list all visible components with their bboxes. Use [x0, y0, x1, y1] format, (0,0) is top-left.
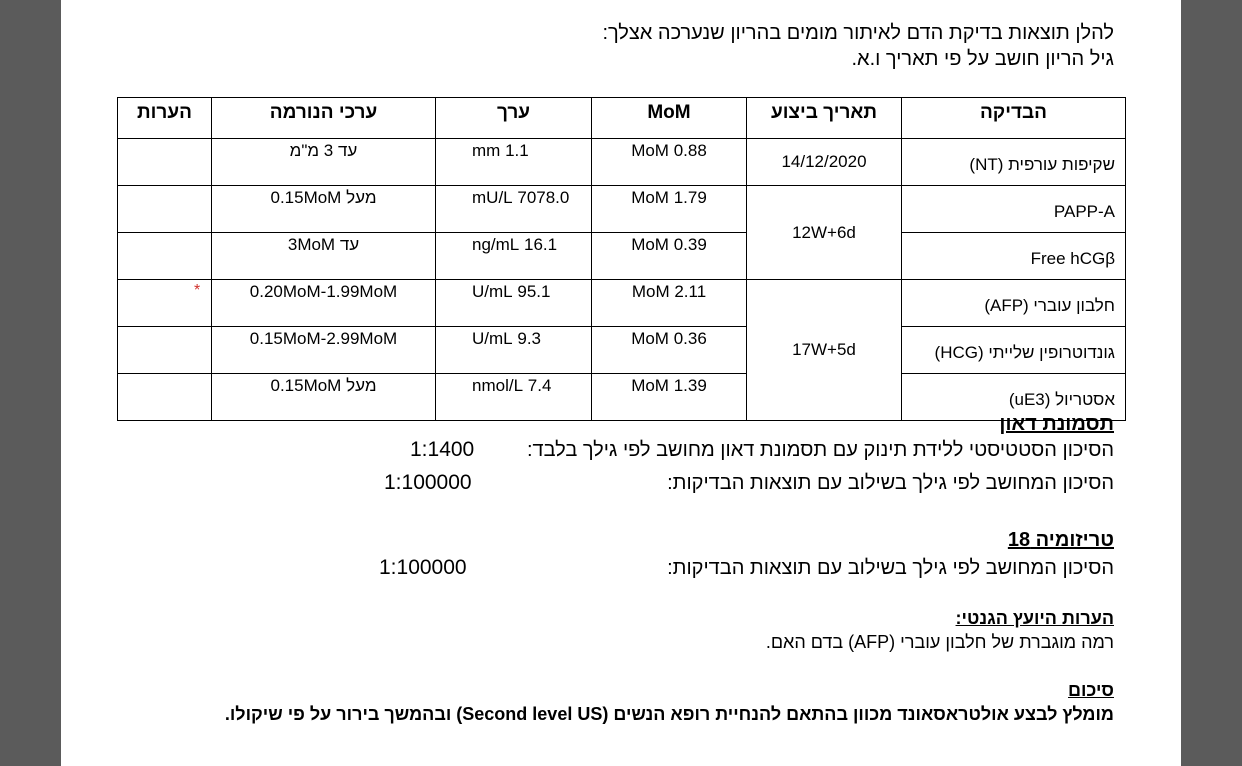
test-name: Free hCGβ [902, 233, 1126, 280]
test-mom: 0.88 MoM [592, 139, 747, 186]
test-norm: 0.15MoM-2.99MoM [212, 327, 436, 374]
test-note [118, 186, 212, 233]
down-syndrome-title: תסמונת דאון [999, 413, 1114, 435]
test-name: גונדוטרופין שלייתי (HCG) [902, 327, 1126, 374]
test-mom: 1.39 MoM [592, 374, 747, 421]
document-page [61, 0, 1181, 766]
t18-combined-risk-value: 1:100000 [379, 556, 467, 579]
header-notes: הערות [118, 98, 212, 139]
intro-text [602, 20, 1114, 72]
intro-line-1: להלן תוצאות בדיקת הדם לאיתור מומים בהריון שנערכה אצלך: [602, 22, 1114, 44]
test-name: PAPP-A [902, 186, 1126, 233]
table-header-row [118, 98, 1126, 139]
test-mom: 0.39 MoM [592, 233, 747, 280]
table-row [118, 139, 1126, 186]
test-note [118, 233, 212, 280]
genetic-counselor-title: הערות היועץ הגנטי: [955, 608, 1114, 628]
t18-combined-risk-label: הסיכון המחושב לפי גילך בשילוב עם תוצאות הבדיקות: [667, 557, 1114, 579]
trisomy-18-title: טריזומיה 18 [1007, 529, 1114, 551]
test-name: שקיפות עורפית (NT) [902, 139, 1126, 186]
test-note [118, 327, 212, 374]
header-date: תאריך ביצוע [747, 98, 902, 139]
test-value: 1.1 mm [436, 139, 592, 186]
table-row [118, 186, 1126, 233]
test-value: 7.4 nmol/L [436, 374, 592, 421]
abnormal-star-marker: * [194, 282, 201, 299]
down-age-risk-value: 1:1400 [410, 438, 475, 461]
test-norm: מעל 0.15MoM [212, 374, 436, 421]
header-norm: ערכי הנורמה [212, 98, 436, 139]
header-mom: MoM [592, 98, 747, 139]
genetic-counselor-note: רמה מוגברת של חלבון עוברי (AFP) בדם האם. [765, 632, 1114, 652]
test-note [118, 374, 212, 421]
test-norm: מעל 0.15MoM [212, 186, 436, 233]
results-table [117, 97, 1126, 421]
test-norm: עד 3 מ"מ [212, 139, 436, 186]
test-date: 12W+6d [747, 186, 902, 280]
table-row [118, 327, 1126, 374]
test-date: 14/12/2020 [747, 139, 902, 186]
down-age-risk-label: הסיכון הסטטיסטי ללידת תינוק עם תסמונת דאון מחושב לפי גילך בלבד: [526, 439, 1114, 461]
test-name: אסטריול (uE3) [902, 374, 1126, 421]
test-mom: 1.79 MoM [592, 186, 747, 233]
summary-title: סיכום [1068, 680, 1114, 700]
test-mom: 2.11 MoM [592, 280, 747, 327]
test-name: חלבון עוברי (AFP) [902, 280, 1126, 327]
test-value: 16.1 ng/mL [436, 233, 592, 280]
intro-line-2: גיל הריון חושב על פי תאריך ו.א. [851, 48, 1114, 70]
down-combined-risk-label: הסיכון המחושב לפי גילך בשילוב עם תוצאות הבדיקות: [667, 472, 1114, 494]
test-norm: עד 3MoM [212, 233, 436, 280]
header-value: ערך [436, 98, 592, 139]
test-norm: 0.20MoM-1.99MoM [212, 280, 436, 327]
test-value: 7078.0 mU/L [436, 186, 592, 233]
table-row [118, 233, 1126, 280]
test-mom: 0.36 MoM [592, 327, 747, 374]
test-date: 17W+5d [747, 280, 902, 421]
down-combined-risk-value: 1:100000 [384, 471, 472, 494]
header-test: הבדיקה [902, 98, 1126, 139]
table-row [118, 374, 1126, 421]
table-row [118, 280, 1126, 327]
test-value: 9.3 U/mL [436, 327, 592, 374]
test-value: 95.1 U/mL [436, 280, 592, 327]
summary-text: מומלץ לבצע אולטראסאונד מכוון בהתאם להנחיית רופא הנשים (Second level US) ובהמשך בירור על פי שיקולו. [224, 704, 1114, 724]
test-note [118, 139, 212, 186]
